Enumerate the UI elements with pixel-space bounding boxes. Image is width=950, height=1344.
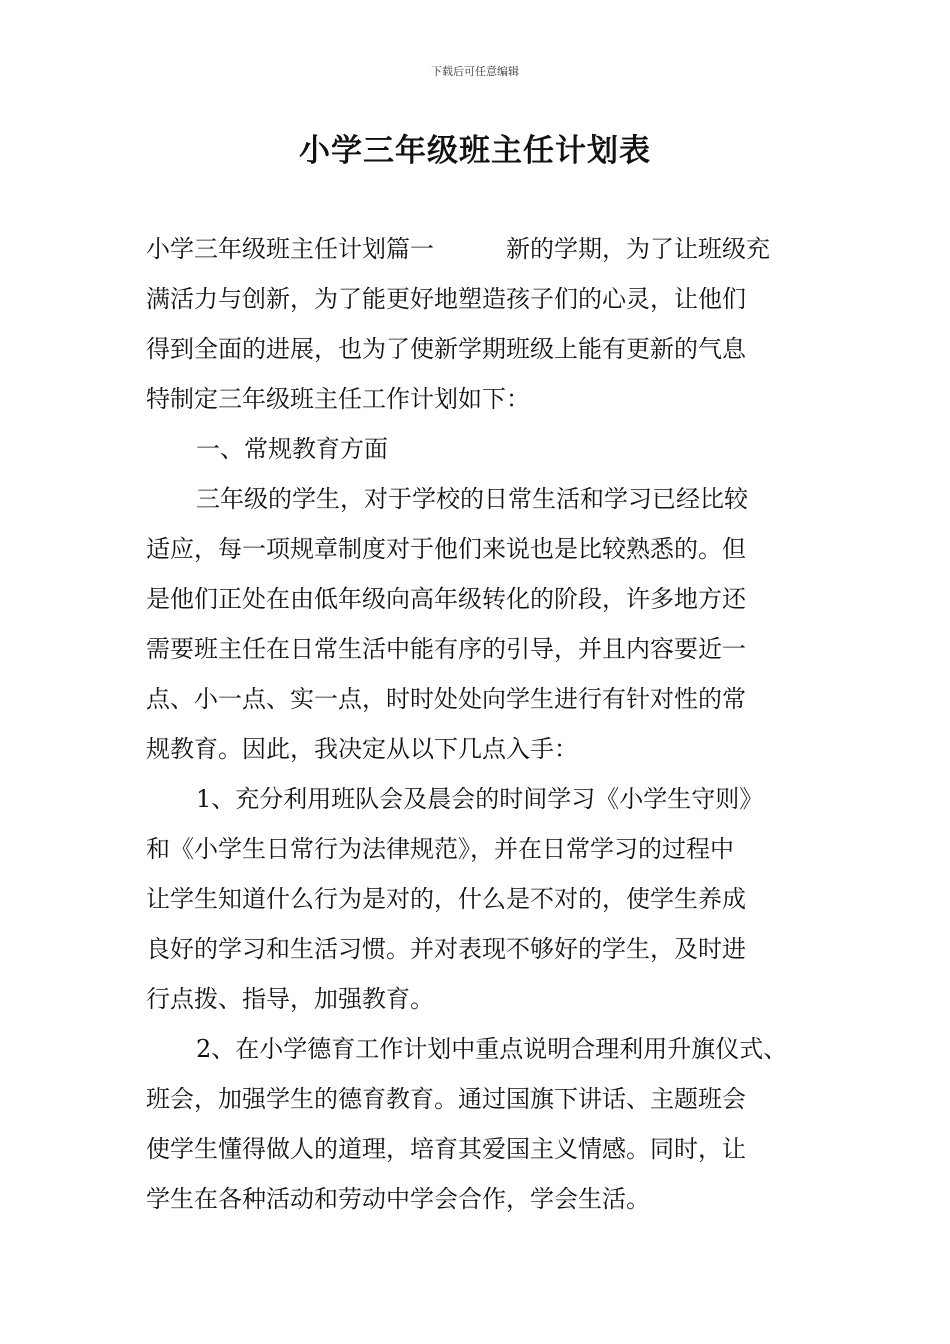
- text-segment: 新的学期，为了让班级充: [506, 235, 770, 263]
- body-line-3: 得到全面的进展，也为了使新学期班级上能有更新的气息: [146, 335, 746, 363]
- body-line-9: 需要班主任在日常生活中能有序的引导，并且内容要近一: [146, 635, 746, 663]
- page-header-note: 下载后可任意编辑: [431, 65, 519, 78]
- body-line-4: 特制定三年级班主任工作计划如下：: [146, 385, 530, 413]
- body-line-17: 2、在小学德育工作计划中重点说明合理利用升旗仪式、: [196, 1035, 788, 1063]
- body-line-8: 是他们正处在由低年级向高年级转化的阶段，许多地方还: [146, 585, 746, 613]
- body-line-16: 行点拨、指导，加强教育。: [146, 985, 434, 1013]
- body-line-10: 点、小一点、实一点，时时处处向学生进行有针对性的常: [146, 685, 746, 713]
- body-line-1: [146, 232, 770, 266]
- body-line-7: 适应，每一项规章制度对于他们来说也是比较熟悉的。但: [146, 535, 746, 563]
- body-line-6: 三年级的学生，对于学校的日常生活和学习已经比较: [196, 485, 748, 513]
- body-line-15: 良好的学习和生活习惯。并对表现不够好的学生，及时进: [146, 935, 746, 963]
- body-line-5: 一、常规教育方面: [196, 435, 388, 463]
- body-line-18: 班会，加强学生的德育教育。通过国旗下讲话、主题班会: [146, 1085, 746, 1113]
- body-line-2: 满活力与创新，为了能更好地塑造孩子们的心灵，让他们: [146, 285, 746, 313]
- body-line-11: 规教育。因此，我决定从以下几点入手：: [146, 735, 578, 763]
- body-line-13: 和《小学生日常行为法律规范》，并在日常学习的过程中: [146, 835, 734, 863]
- section-heading: 小学三年级班主任计划篇一: [146, 235, 434, 263]
- body-line-20: 学生在各种活动和劳动中学会合作，学会生活。: [146, 1185, 650, 1213]
- body-line-19: 使学生懂得做人的道理，培育其爱国主义情感。同时，让: [146, 1135, 746, 1163]
- body-line-12: 1、充分利用班队会及晨会的时间学习《小学生守则》: [196, 785, 764, 813]
- body-line-14: 让学生知道什么行为是对的，什么是不对的，使学生养成: [146, 885, 746, 913]
- document-title: 小学三年级班主任计划表: [299, 133, 651, 169]
